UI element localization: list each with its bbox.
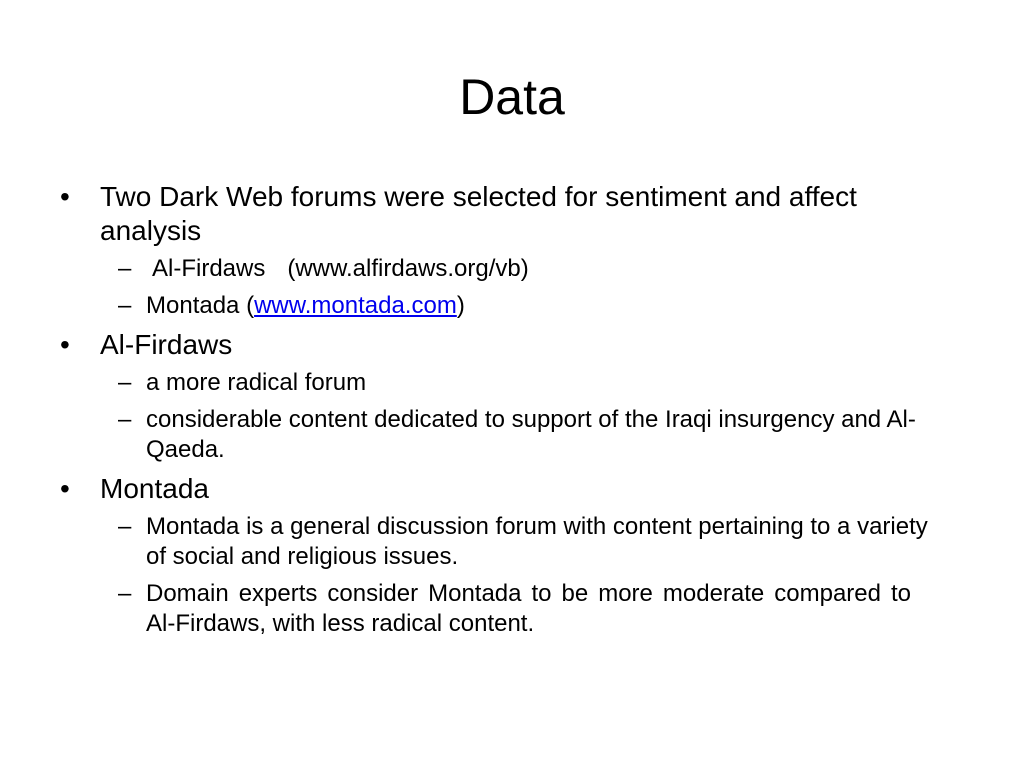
bullet-marker: • <box>60 473 70 504</box>
sub-bullet-suffix: ) <box>456 292 465 319</box>
forum-name: Al-Firdaws <box>152 255 266 282</box>
bullet-item <box>60 180 940 248</box>
slide-title: Data <box>459 69 565 125</box>
bullet-text: Montada <box>100 473 209 504</box>
sub-bullet-marker: – <box>118 406 132 433</box>
sub-bullet-item <box>60 579 911 639</box>
slide-content <box>60 180 940 646</box>
sub-bullet-item <box>60 368 940 398</box>
sub-bullet-marker: – <box>118 369 132 396</box>
montada-link[interactable]: www.montada.com <box>254 292 457 319</box>
sub-bullet-item <box>60 405 940 465</box>
sub-bullet-item <box>60 291 940 321</box>
bullet-item <box>60 472 940 506</box>
sub-bullet-prefix: Montada ( <box>146 292 255 319</box>
bullet-marker: • <box>60 329 70 360</box>
sub-bullet-marker: – <box>118 580 132 607</box>
bullet-text: Al-Firdaws <box>100 329 233 360</box>
bullet-text: Two Dark Web forums were selected for sentiment and affect analysis <box>100 181 857 246</box>
bullet-item <box>60 328 940 362</box>
forum-url: (www.alfirdaws.org/vb) <box>287 255 529 282</box>
sub-bullet-item <box>60 254 940 284</box>
sub-bullet-text: Domain experts consider Montada to be more moderate compared to Al-Firdaws, with less radical content. <box>146 580 911 637</box>
sub-bullet-marker: – <box>118 513 132 540</box>
sub-bullet-text: considerable content dedicated to support of the Iraqi insurgency and Al-Qaeda. <box>146 406 916 463</box>
sub-bullet-marker: – <box>118 255 132 282</box>
sub-bullet-item <box>60 512 940 572</box>
sub-bullet-text: Montada is a general discussion forum with content pertaining to a variety of social and religious issues. <box>146 513 928 570</box>
sub-bullet-marker: – <box>118 292 132 319</box>
bullet-marker: • <box>60 181 70 212</box>
sub-bullet-text: a more radical forum <box>146 369 367 396</box>
